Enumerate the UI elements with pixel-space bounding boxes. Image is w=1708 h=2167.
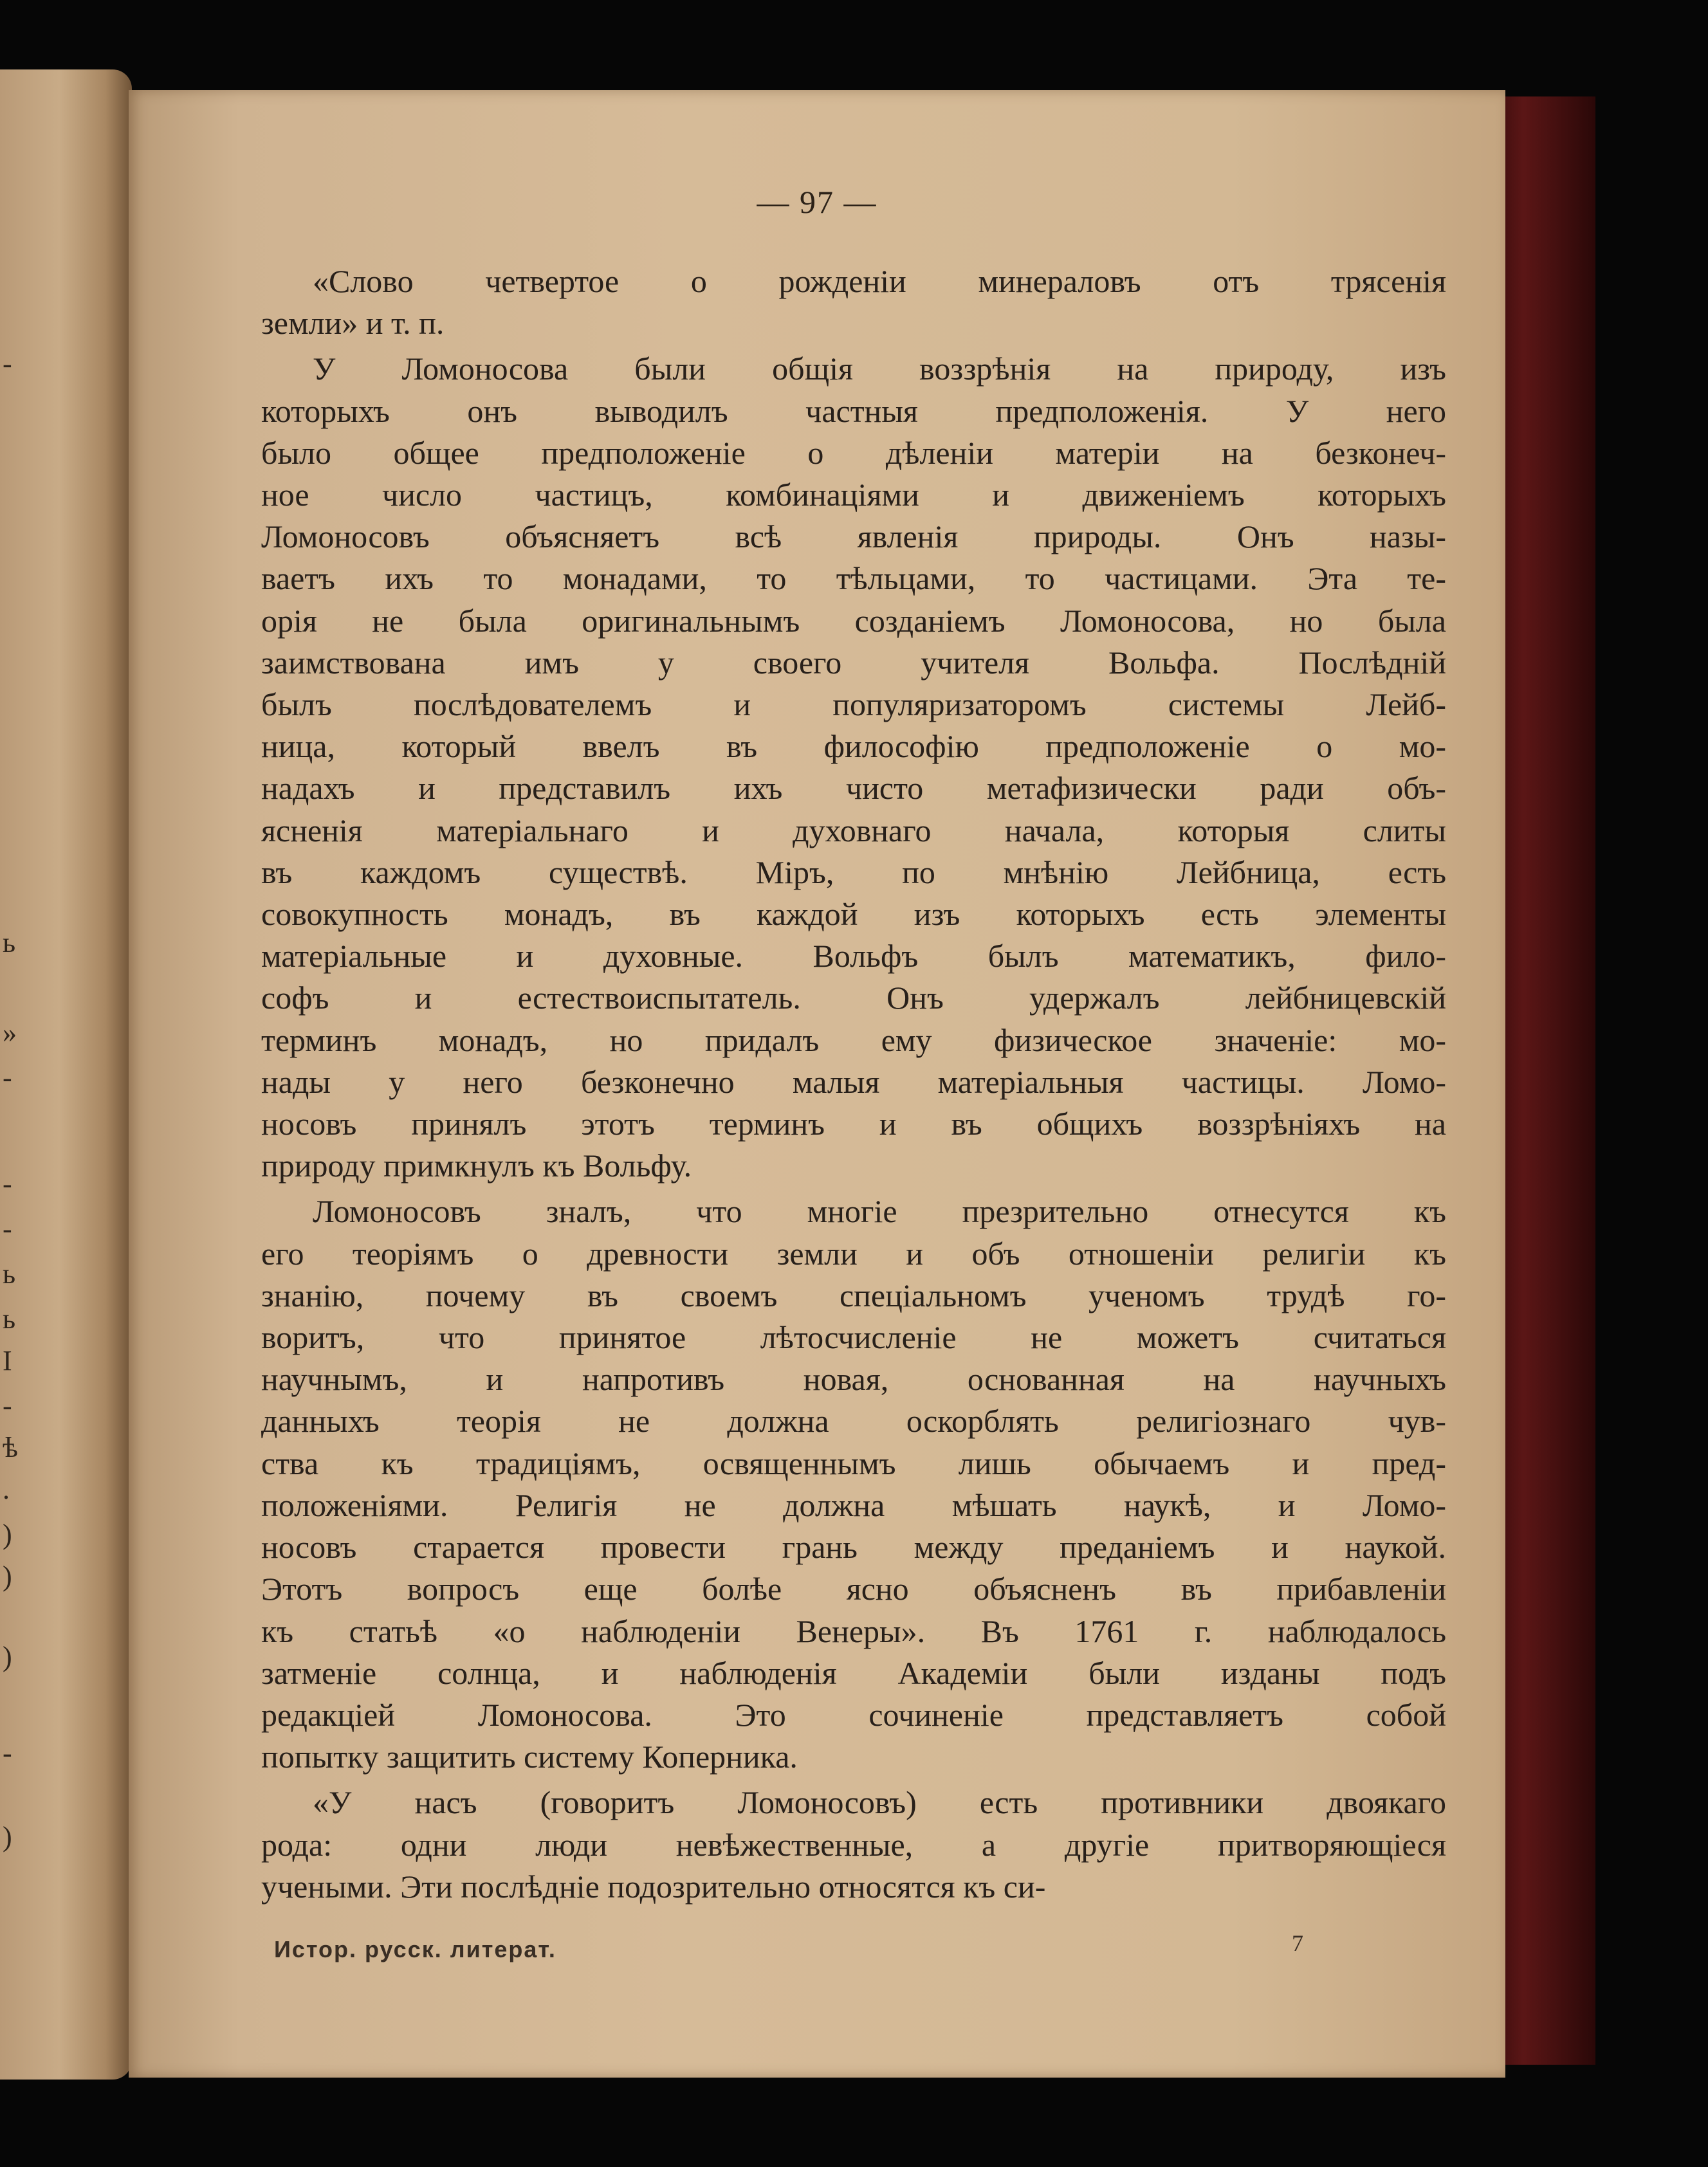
facing-page-text-fragment: - — [3, 1213, 12, 1245]
footer-signature-mark: 7 — [1292, 1930, 1303, 1956]
page-body-text — [261, 261, 1446, 1908]
paragraph — [261, 261, 1446, 344]
facing-page-text-fragment: I — [3, 1345, 12, 1376]
page-number: — 97 — — [757, 184, 877, 220]
left-page-edge — [0, 69, 132, 2080]
text-line: носовъ принялъ этотъ терминъ и въ общихъ воззрѣнiяхъ на — [261, 1106, 1446, 1142]
text-line: ясненiя матерiальнаго и духовнаго начала, которыя слиты — [261, 812, 1446, 848]
text-line: было общее предположенiе о дѣленiи матерiи на безконеч- — [261, 434, 1446, 471]
text-line: ваетъ ихъ то монадами, то тѣльцами, то частицами. Эта те- — [261, 560, 1446, 597]
facing-page-text-fragment: - — [3, 1390, 12, 1422]
text-line: его теорiямъ о древности земли и объ отношенiи религiи къ — [261, 1235, 1446, 1272]
text-line: знанiю, почему въ своемъ спецiальномъ ученомъ трудѣ го- — [261, 1277, 1446, 1313]
text-line: У Ломоносова были общiя воззрѣнiя на природу, изъ — [313, 351, 1446, 387]
text-line: попытку защитить систему Коперника. — [261, 1739, 798, 1775]
text-line: нады у него безконечно малыя матерiальныя частицы. Ломо- — [261, 1063, 1446, 1100]
text-line: былъ послѣдователемъ и популяризаторомъ системы Лейб- — [261, 686, 1446, 723]
text-line: надахъ и представилъ ихъ чисто метафизически ради объ- — [261, 770, 1446, 807]
text-line: учеными. Эти послѣднiе подозрительно относятся къ си- — [261, 1868, 1046, 1905]
text-line: «У насъ (говоритъ Ломоносовъ) есть противники двоякаго — [313, 1784, 1446, 1821]
book-cover-edge — [1492, 96, 1595, 2065]
facing-page-text-fragment: ь — [3, 927, 16, 958]
facing-page-text-fragment: - — [3, 1737, 12, 1769]
text-line: ница, который ввелъ въ философiю предположенiе о мо- — [261, 728, 1446, 765]
paragraph — [261, 1782, 1446, 1908]
text-line: Ломоносовъ зналъ, что многiе презрительно отнесутся къ — [313, 1193, 1446, 1230]
paragraph — [261, 1191, 1446, 1778]
text-line: земли» и т. п. — [261, 305, 445, 342]
text-line: положенiями. Религiя не должна мѣшать наукѣ, и Ломо- — [261, 1486, 1446, 1523]
text-line: заимствована имъ у своего учителя Вольфа. Послѣднiй — [261, 644, 1446, 681]
facing-page-text-fragment: » — [3, 1017, 17, 1048]
text-line: Этотъ вопросъ еще болѣе ясно объясненъ въ прибавленiи — [261, 1571, 1446, 1607]
paragraph — [261, 348, 1446, 1187]
text-line: ства къ традицiямъ, освященнымъ лишь обычаемъ и пред- — [261, 1445, 1446, 1481]
facing-page-text-fragment: ) — [3, 1519, 12, 1550]
text-line: рода: одни люди невѣжественные, а другiе притворяющiеся — [261, 1826, 1446, 1863]
text-line: которыхъ онъ выводилъ частныя предположенiя. У него — [261, 392, 1446, 429]
facing-page-text-fragment: . — [3, 1474, 10, 1505]
text-line: редакцiей Ломоносова. Это сочиненiе представляетъ собой — [261, 1696, 1446, 1733]
facing-page-text-fragment: ь — [3, 1303, 16, 1335]
facing-page-text-fragment: ) — [3, 1821, 12, 1852]
text-line: терминъ монадъ, но придалъ ему физическое значенiе: мо- — [261, 1021, 1446, 1058]
text-line: научнымъ, и напротивъ новая, основанная на научныхъ — [261, 1361, 1446, 1398]
text-line: орiя не была оригинальнымъ созданiемъ Ломоносова, но была — [261, 602, 1446, 639]
facing-page-text-fragment: - — [3, 1168, 12, 1200]
text-line: воритъ, что принятое лѣтосчисленiе не можетъ считаться — [261, 1319, 1446, 1356]
footer-book-title: Истор. русск. литерат. — [274, 1936, 556, 1962]
facing-page-text-fragment: ѣ — [3, 1432, 18, 1463]
facing-page-text-fragment: ь — [3, 1258, 16, 1290]
text-line: Ломоносовъ объясняетъ всѣ явленiя природы. Онъ назы- — [261, 518, 1446, 555]
facing-page-text-fragment: - — [3, 1062, 12, 1093]
text-line: данныхъ теорiя не должна оскорблять религiознаго чув- — [261, 1403, 1446, 1440]
text-line: носовъ старается провести грань между преданiемъ и наукой. — [261, 1529, 1446, 1566]
text-line: въ каждомъ существѣ. Мiръ, по мнѣнiю Лейбница, есть — [261, 854, 1446, 890]
facing-page-text-fragment: ) — [3, 1560, 12, 1592]
text-line: матерiальные и духовные. Вольфъ былъ математикъ, фило- — [261, 938, 1446, 974]
book-page — [129, 90, 1505, 2078]
text-line: къ статьѣ «о наблюденiи Венеры». Въ 1761 г. наблюдалось — [261, 1613, 1446, 1649]
facing-page-text-fragment: ) — [3, 1641, 12, 1672]
text-line: ное число частицъ, комбинацiями и движенiемъ которыхъ — [261, 477, 1446, 513]
text-line: природу примкнулъ къ Вольфу. — [261, 1148, 692, 1184]
text-line: «Слово четвертое о рожденiи минераловъ отъ трясенiя — [313, 263, 1446, 299]
text-line: совокупность монадъ, въ каждой изъ которыхъ есть элементы — [261, 896, 1446, 933]
text-line: затменiе солнца, и наблюденiя Академiи были изданы подъ — [261, 1654, 1446, 1691]
text-line: софъ и естествоиспытатель. Онъ удержалъ лейбницевскiй — [261, 980, 1446, 1016]
facing-page-text-fragment: - — [3, 348, 12, 379]
